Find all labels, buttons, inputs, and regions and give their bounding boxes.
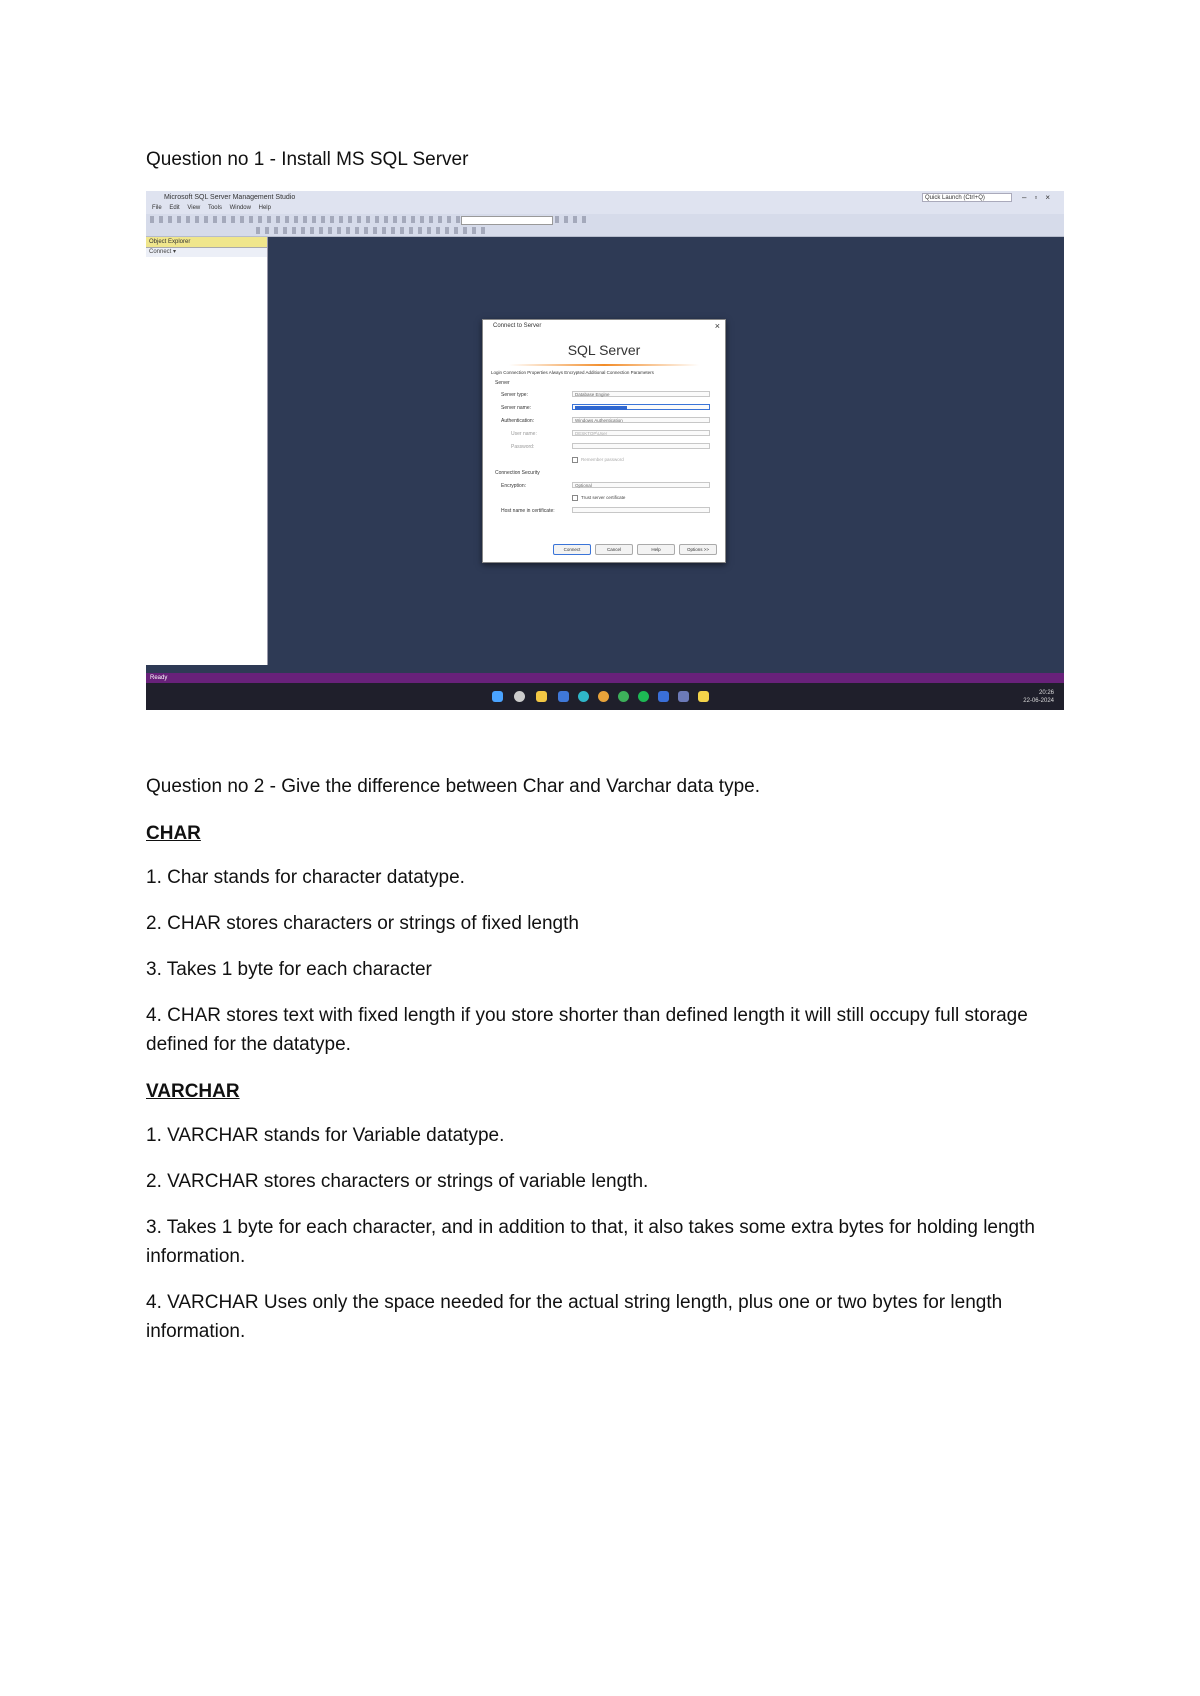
dialog-tabs[interactable]: Login Connection Properties Always Encrypted Additional Connection Parameters — [491, 370, 654, 375]
user-input[interactable]: DESKTOP\User — [572, 430, 710, 436]
options-button[interactable]: Options >> — [679, 544, 717, 555]
varchar-heading: VARCHAR — [146, 1081, 240, 1102]
chrome-icon[interactable] — [598, 691, 609, 702]
connect-button[interactable]: Connect — [553, 544, 591, 555]
encryption-select[interactable]: Optional — [572, 482, 710, 488]
connect-to-server-dialog — [482, 319, 726, 563]
help-button[interactable]: Help — [637, 544, 675, 555]
dialog-brand: SQL Server — [567, 342, 641, 358]
server-type-label: Server type: — [501, 392, 528, 398]
app-l-icon[interactable] — [558, 691, 569, 702]
menu-bar — [146, 205, 1064, 214]
char-heading: CHAR — [146, 823, 201, 844]
app-ssms-icon[interactable] — [678, 691, 689, 702]
section-security: Connection Security — [495, 470, 540, 476]
char-point-4: 4. CHAR stores text with fixed length if you store shorter than defined length it will still occupy full storage defined for the datatype. — [146, 1005, 1028, 1055]
server-type-select[interactable]: Database Engine — [572, 391, 710, 397]
trust-certificate-checkbox[interactable] — [572, 495, 625, 501]
windows-taskbar — [146, 683, 1064, 710]
server-name-input[interactable] — [572, 404, 710, 410]
window-titlebar — [146, 191, 1064, 205]
user-label: User name: — [511, 431, 537, 437]
menu-file[interactable]: File — [152, 205, 162, 211]
clock-date: 22-06-2024 — [1023, 698, 1054, 704]
auth-select[interactable]: Windows Authentication — [572, 417, 710, 423]
password-input[interactable] — [572, 443, 710, 449]
char-point-2: 2. CHAR stores characters or strings of fixed length — [146, 913, 579, 934]
char-point-3: 3. Takes 1 byte for each character — [146, 959, 432, 980]
menu-window[interactable]: Window — [229, 205, 251, 211]
app-blue-icon[interactable] — [658, 691, 669, 702]
taskbar-clock — [1023, 689, 1054, 705]
remember-password-checkbox[interactable] — [572, 457, 624, 463]
host-label: Host name in certificate: — [501, 508, 555, 514]
database-combo[interactable] — [461, 216, 553, 225]
search-icon[interactable] — [514, 691, 525, 702]
window-title: Microsoft SQL Server Management Studio — [164, 194, 296, 201]
password-label: Password: — [511, 444, 535, 450]
clock-time: 20:26 — [1038, 690, 1054, 696]
menu-help[interactable]: Help — [258, 205, 271, 211]
object-explorer-connect[interactable]: Connect ▾ — [146, 248, 267, 257]
menu-view[interactable]: View — [187, 205, 201, 211]
host-input[interactable] — [572, 507, 710, 513]
trust-label: Trust server certificate — [581, 495, 626, 501]
object-explorer-title: Object Explorer — [146, 237, 267, 248]
menu-edit[interactable]: Edit — [169, 205, 180, 211]
varchar-point-3: 3. Takes 1 byte for each character, and in addition to that, it also takes some extra bytes for holding length information. — [146, 1217, 1035, 1267]
char-point-1: 1. Char stands for character datatype. — [146, 867, 465, 888]
file-explorer-icon[interactable] — [536, 691, 547, 702]
edge-icon[interactable] — [578, 691, 589, 702]
main-toolbar — [146, 214, 1064, 225]
window-controls[interactable]: –▫× — [1022, 193, 1058, 202]
spotify-icon[interactable] — [638, 691, 649, 702]
question-2-title: Question no 2 - Give the difference between Char and Varchar data type. — [146, 776, 761, 797]
quick-launch-input[interactable]: Quick Launch (Ctrl+Q) — [922, 193, 1012, 202]
dialog-title: Connect to Server — [493, 323, 542, 329]
close-icon[interactable]: × — [714, 321, 720, 331]
secondary-toolbar — [146, 225, 1064, 237]
server-name-selection — [575, 406, 627, 410]
question-1-title: Question no 1 - Install MS SQL Server — [146, 149, 469, 170]
cancel-button[interactable]: Cancel — [595, 544, 633, 555]
toolbar-icons-2[interactable] — [256, 227, 486, 234]
status-bar: Ready — [146, 673, 1064, 683]
whatsapp-icon[interactable] — [618, 691, 629, 702]
remember-label: Remember password — [581, 457, 624, 463]
server-name-label: Server name: — [501, 405, 532, 411]
menu-tools[interactable]: Tools — [207, 205, 222, 211]
app-yellow-icon[interactable] — [698, 691, 709, 702]
ssms-screenshot — [146, 191, 1064, 710]
varchar-point-1: 1. VARCHAR stands for Variable datatype. — [146, 1125, 505, 1146]
encryption-label: Encryption: — [501, 483, 527, 489]
brand-accent-bar — [509, 364, 699, 366]
section-server: Server — [495, 380, 510, 386]
varchar-point-4: 4. VARCHAR Uses only the space needed for the actual string length, plus one or two bytes for length information. — [146, 1292, 1003, 1342]
varchar-point-2: 2. VARCHAR stores characters or strings of variable length. — [146, 1171, 649, 1192]
start-icon[interactable] — [492, 691, 503, 702]
object-explorer-panel — [146, 237, 268, 665]
auth-label: Authentication: — [501, 418, 535, 424]
